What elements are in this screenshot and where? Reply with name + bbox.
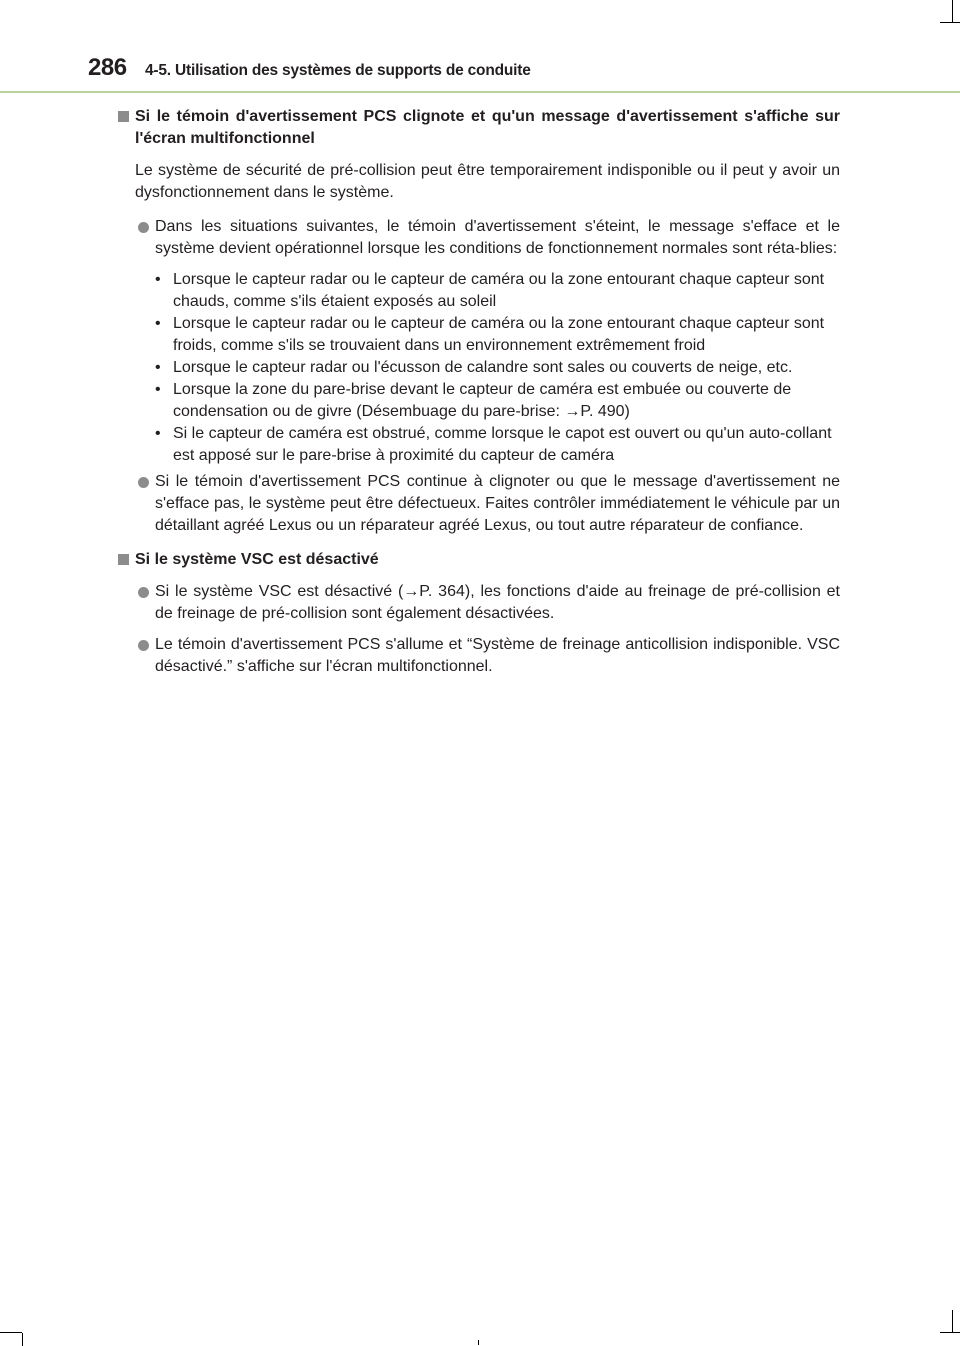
intro-paragraph: Le système de sécurité de pré-collision peut être temporairement indisponible ou il peut y avoir un dysfonctionnement dans le système. — [135, 162, 840, 201]
list-item-text: Si le système VSC est désactivé (→P. 364), les fonctions d'aide au freinage de pré-collision et de freinage de pré-collision sont également désactivées. — [155, 583, 840, 622]
list-item — [118, 581, 840, 625]
circle-bullet-icon — [138, 222, 149, 233]
list-item-text: Le témoin d'avertissement PCS s'allume et “Système de freinage anticollision indisponible. VSC désactivé.” s'affiche sur l'écran multifonctionnel. — [155, 636, 840, 675]
square-bullet-icon — [118, 554, 129, 565]
small-bullet-icon: • — [155, 271, 161, 288]
crop-mark — [22, 1333, 23, 1346]
section-heading-pcs-warning — [118, 106, 840, 150]
small-bullet-icon: • — [155, 381, 161, 398]
section-heading-vsc — [118, 549, 840, 571]
section-title: 4-5. Utilisation des systèmes de supports de conduite — [145, 62, 531, 79]
page-number: 286 — [88, 54, 127, 81]
crop-mark — [952, 0, 953, 22]
circle-bullet-icon — [138, 640, 149, 651]
small-bullet-icon: • — [155, 359, 161, 376]
crop-mark — [478, 1340, 479, 1345]
crop-mark — [940, 1332, 960, 1333]
crop-mark — [940, 22, 960, 23]
page-header — [0, 0, 960, 96]
section-heading-text: Si le témoin d'avertissement PCS clignote et qu'un message d'avertissement s'affiche sur l'écran multifonctionnel — [135, 108, 840, 147]
sub-list-item — [118, 379, 840, 423]
sub-list-item-text: Lorsque la zone du pare-brise devant le capteur de caméra est embuée ou couverte de condensation ou de givre (Désembuage du pare-brise: →P. 490) — [173, 381, 792, 420]
circle-bullet-icon — [138, 587, 149, 598]
sub-list-item-text: Lorsque le capteur radar ou le capteur de caméra ou la zone entourant chaque capteur sont froids, comme s'ils se trouvaient dans un environnement extrêmement froid — [173, 315, 825, 354]
section-heading-text: Si le système VSC est désactivé — [135, 551, 379, 568]
crop-mark — [952, 1310, 953, 1332]
sub-list-item-text: Lorsque le capteur radar ou le capteur de caméra ou la zone entourant chaque capteur sont chauds, comme s'ils étaient exposés au soleil — [173, 271, 825, 310]
sub-list-item — [118, 423, 840, 467]
sub-list-item — [118, 313, 840, 357]
sub-list-item-text: Si le capteur de caméra est obstrué, comme lorsque le capot est ouvert ou qu'un auto-collant est apposé sur le pare-brise à proximité du capteur de caméra — [173, 425, 832, 464]
small-bullet-icon: • — [155, 315, 161, 332]
page-content — [118, 106, 840, 687]
list-item — [118, 471, 840, 537]
list-item-text: Si le témoin d'avertissement PCS continue à clignoter ou que le message d'avertissement ne s'efface pas, le système peut être défectueux. Faites contrôler immédiatement le véhicule par un détaillant agréé Lexus ou un réparateur agréé Lexus, ou tout autre réparateur de confiance. — [155, 473, 840, 534]
list-item — [118, 216, 840, 260]
sub-list-item — [118, 269, 840, 313]
crop-mark — [0, 1332, 22, 1333]
header-divider — [0, 91, 960, 93]
sub-list-item-text: Lorsque le capteur radar ou l'écusson de calandre sont sales ou couverts de neige, etc. — [173, 359, 793, 376]
circle-bullet-icon — [138, 477, 149, 488]
sub-list-item — [118, 357, 840, 379]
sub-list — [118, 269, 840, 467]
list-item — [118, 634, 840, 678]
list-item-text: Dans les situations suivantes, le témoin d'avertissement s'éteint, le message s'efface et le système devient opérationnel lorsque les conditions de fonctionnement normales sont réta-blies: — [155, 218, 840, 257]
small-bullet-icon: • — [155, 425, 161, 442]
square-bullet-icon — [118, 111, 129, 122]
